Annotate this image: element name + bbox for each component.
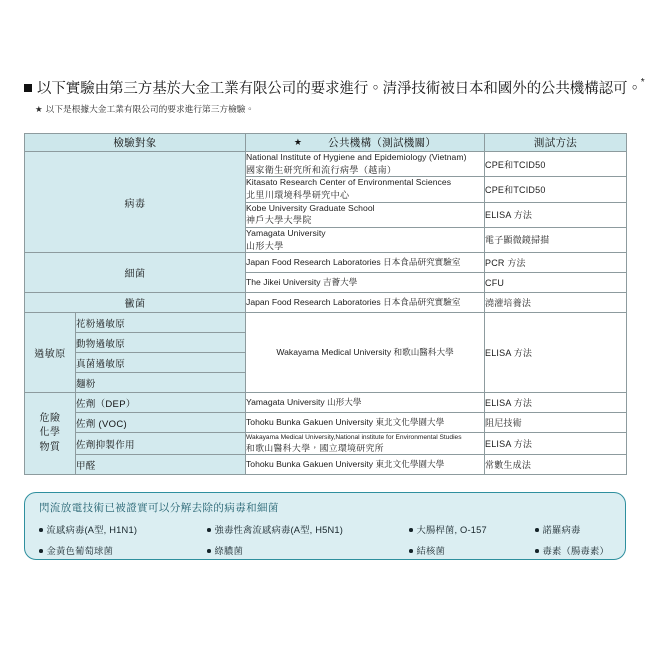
institution-cell: Tohoku Bunka Gakuen University 東北文化學園大學 xyxy=(246,413,485,433)
table-row xyxy=(25,253,627,273)
subnote-text: 以下是根據大金工業有限公司的要求進行第三方檢驗。 xyxy=(45,104,255,114)
column-header-institution-label: 公共機構（測試機關） xyxy=(328,137,437,149)
headline-text: 以下實驗由第三方基於大金工業有限公司的要求進行。清淨技術被日本和國外的公共機構認可。 xyxy=(37,81,642,97)
subcategory-formaldehyde: 甲醛 xyxy=(76,455,246,475)
institution-name-zh: 北里川環境科學研究中心 xyxy=(246,190,350,201)
method-cell: PCR 方法 xyxy=(485,253,627,273)
list-item-label: 大腸桿菌, O-157 xyxy=(416,525,487,535)
institution-name-zh: 和歌山醫科大學，國立環境研究所 xyxy=(246,443,384,454)
institution-cell: Japan Food Research Laboratories 日本食品研究實驗室 xyxy=(246,253,485,273)
page-headline xyxy=(24,77,645,98)
verification-table xyxy=(24,133,627,475)
subcategory-fungal-allergen: 真菌過敏原 xyxy=(76,353,246,373)
bullet-dot-icon xyxy=(39,549,43,553)
table-row xyxy=(25,393,627,413)
method-cell: CPE和TCID50 xyxy=(485,152,627,177)
bullet-dot-icon xyxy=(39,528,43,532)
list-item-label: 諾羅病毒 xyxy=(542,525,581,535)
list-item xyxy=(409,522,535,536)
institution-cell: The Jikei University 吉薈大學 xyxy=(246,273,485,293)
institution-cell xyxy=(246,433,485,455)
list-item xyxy=(39,522,207,536)
column-header-institution xyxy=(246,134,485,152)
verification-table-wrapper xyxy=(24,133,626,475)
table-row xyxy=(25,413,627,433)
bullet-dot-icon xyxy=(535,549,539,553)
list-item-label: 流感病毒(A型, H1N1) xyxy=(46,525,138,535)
method-cell: 電子顯微鏡掃描 xyxy=(485,227,627,252)
institution-cell-merged: Wakayama Medical University 和歌山醫科大學 xyxy=(246,313,485,393)
list-item xyxy=(39,543,207,557)
bullet-dot-icon xyxy=(409,528,413,532)
method-cell: CPE和TCID50 xyxy=(485,177,627,202)
table-row xyxy=(25,433,627,455)
headline-star-icon: * xyxy=(640,77,645,89)
list-item-label: 強毒性禽流感病毒(A型, H5N1) xyxy=(214,525,344,535)
institution-cell xyxy=(246,177,485,202)
method-cell: 常數生成法 xyxy=(485,455,627,475)
institution-cell xyxy=(246,202,485,227)
method-cell: 澆灌培養法 xyxy=(485,293,627,313)
institution-name-en: Kitasato Research Center of Environmental Sciences xyxy=(246,177,452,188)
method-cell: ELISA 方法 xyxy=(485,393,627,413)
institution-cell: Tohoku Bunka Gakuen University 東北文化學園大學 xyxy=(246,455,485,475)
table-header-row xyxy=(25,134,627,152)
list-item xyxy=(207,543,409,557)
category-mold: 黴菌 xyxy=(25,293,246,313)
category-virus: 病毒 xyxy=(25,152,246,253)
callout-item-grid xyxy=(39,522,611,557)
category-bacteria: 細菌 xyxy=(25,253,246,293)
pathogen-callout-box xyxy=(24,492,626,560)
page-subnote xyxy=(35,104,254,114)
column-header-method: 測試方法 xyxy=(485,134,627,152)
institution-cell: Yamagata University 山形大學 xyxy=(246,393,485,413)
institution-name-zh: 國家衛生研究所和流行病學（越南） xyxy=(246,164,397,175)
institution-name-zh: 山形大學 xyxy=(246,240,284,251)
column-header-target: 檢驗對象 xyxy=(25,134,246,152)
institution-cell xyxy=(246,152,485,177)
institution-name-zh: 神戶大學大學院 xyxy=(246,215,312,226)
method-cell: ELISA 方法 xyxy=(485,202,627,227)
table-row xyxy=(25,455,627,475)
institution-name-en: Yamagata University xyxy=(246,227,326,238)
table-row xyxy=(25,313,627,333)
method-cell: 阻尼技術 xyxy=(485,413,627,433)
category-hazardous-chemicals xyxy=(25,393,76,475)
table-row xyxy=(25,152,627,177)
list-item-label: 毒素（腸毒素） xyxy=(542,546,609,556)
category-line: 危險 xyxy=(39,412,61,424)
subcategory-flour: 麵粉 xyxy=(76,373,246,393)
subcategory-animal-allergen: 動物過敏原 xyxy=(76,333,246,353)
subcategory-pollen-allergen: 花粉過敏原 xyxy=(76,313,246,333)
callout-title: 閃流放電技術已被證實可以分解去除的病毒和細菌 xyxy=(39,502,279,514)
list-item-label: 金黃色葡萄球菌 xyxy=(46,546,113,556)
institution-name-en: Wakayama Medical University,National institute for Environmental Studies xyxy=(246,434,462,442)
institution-cell: Japan Food Research Laboratories 日本食品研究實驗室 xyxy=(246,293,485,313)
subcategory-adjuvant-suppression: 佐劑抑製作用 xyxy=(76,433,246,455)
list-item-label: 結核菌 xyxy=(416,546,445,556)
category-line: 化學 xyxy=(39,427,61,439)
list-item xyxy=(207,522,409,536)
institution-name-en: National Institute of Hygiene and Epidemiology (Vietnam) xyxy=(246,152,467,162)
list-item xyxy=(409,543,535,557)
bullet-dot-icon xyxy=(207,528,211,532)
subcategory-adjuvant-voc: 佐劑 (VOC) xyxy=(76,413,246,433)
category-line: 物質 xyxy=(39,441,61,453)
list-item xyxy=(535,543,611,557)
bullet-dot-icon xyxy=(535,528,539,532)
star-icon-header: ★ xyxy=(293,137,303,147)
bullet-dot-icon xyxy=(409,549,413,553)
institution-cell xyxy=(246,227,485,252)
subcategory-adjuvant-dep: 佐劑（DEP） xyxy=(76,393,246,413)
table-row xyxy=(25,293,627,313)
method-cell: CFU xyxy=(485,273,627,293)
list-item-label: 綠膿菌 xyxy=(214,546,243,556)
category-allergen: 過敏原 xyxy=(25,313,76,393)
star-icon: ★ xyxy=(35,104,43,114)
bullet-dot-icon xyxy=(207,549,211,553)
list-item xyxy=(535,522,611,536)
method-cell: ELISA 方法 xyxy=(485,433,627,455)
institution-name-en: Kobe University Graduate School xyxy=(246,202,375,213)
method-cell-merged: ELISA 方法 xyxy=(485,313,627,393)
square-bullet-icon xyxy=(24,84,32,92)
